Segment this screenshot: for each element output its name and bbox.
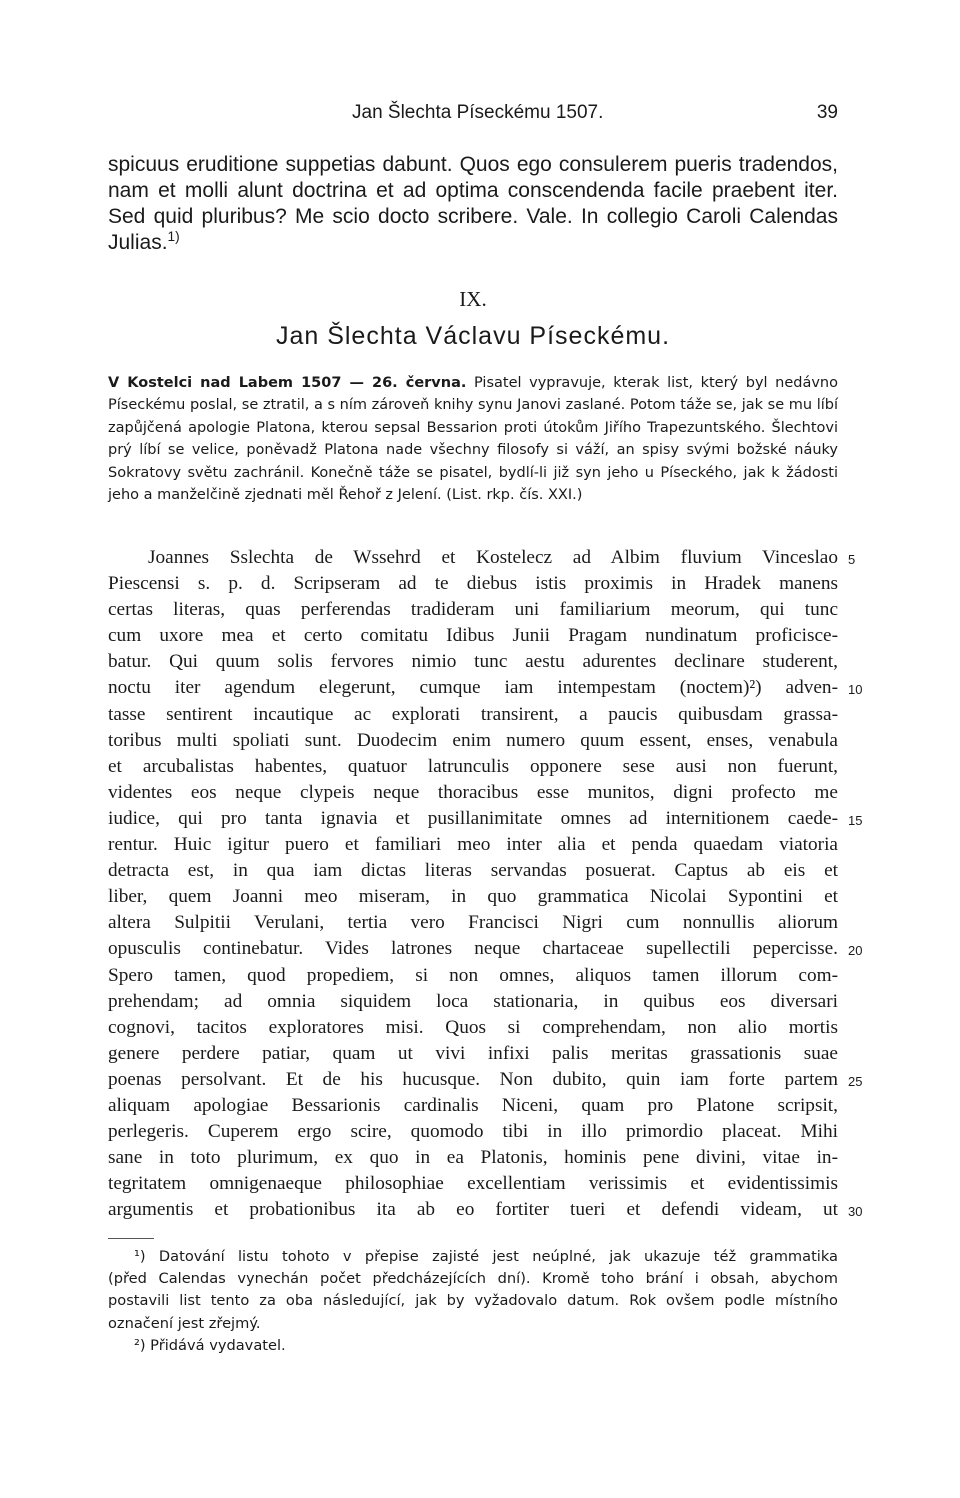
letter-line-text: aliquam apologiae Bessarionis cardinalis Niceni, quam pro Platone scripsit, bbox=[108, 1094, 838, 1116]
letter-line-text: detracta est, in qua iam dictas literas servandas posuerat. Captus ab eis et bbox=[108, 860, 838, 882]
letter-line bbox=[108, 780, 838, 806]
footnotes bbox=[108, 1246, 838, 1357]
letter-line-text: perlegeris. Cuperem ergo scire, quomodo tibi in illo primordio placeat. Mihi bbox=[108, 1121, 838, 1143]
letter-line-text: certas literas, quas perferendas tradideram uni familiarium meorum, qui tunc bbox=[108, 599, 838, 621]
footnote-line: označení jest zřejmý. bbox=[108, 1314, 261, 1332]
letter-line bbox=[108, 545, 856, 571]
letter-line bbox=[108, 597, 838, 623]
continuation-text: spicuus eruditione suppetias dabunt. Quos ego consulerem pueris tradendos, nam et molli alunt doctrina et ad optima conscendenda facile praebent iter. Sed quid pluribus? Me scio docto scribere. Vale. In collegio Caroli Calendas Julias. bbox=[108, 153, 838, 254]
letter-line-text: iudice, qui pro tanta ignavia et pusillanimitate omnes ad internitionem caede- bbox=[108, 807, 838, 829]
letter-line bbox=[108, 702, 838, 728]
letter-line-text: altera Sulpitii Verulani, tertia vero Francisci Nigri cum nonnullis aliorum bbox=[108, 912, 838, 934]
letter-line bbox=[108, 649, 838, 675]
letter-line-text: prehendam; ad omnia siquidem loca stationaria, in quibus eos diversari bbox=[108, 990, 838, 1012]
letter-line bbox=[108, 1197, 863, 1223]
regest-summary bbox=[108, 372, 838, 506]
letter-line-text: Joannes Sslechta de Wssehrd et Kostelecz ad Albim fluvium Vinceslao bbox=[148, 547, 838, 568]
regest-place-date: V Kostelci nad Labem 1507 — 26. června. bbox=[108, 375, 467, 391]
letter-line-text: tegritatem omnigenaeque philosophiae excellentiam verissimis et evidentissimis bbox=[108, 1173, 838, 1195]
regest-tail: Konečně táže se pisatel, bydlí-li již syn jeho u Píseckého, jak k žádosti jeho a manželčině zjednati měl Řehoř z Jelení. (List. rkp. čís. XXI.) bbox=[108, 464, 838, 504]
footnote-ref-1: 1) bbox=[167, 229, 180, 244]
letter-line-text: rentur. Huic igitur puero et familiari meo inter alia et penda quaedam viatoria bbox=[108, 834, 838, 856]
letter-line-text: argumentis et probationibus ita ab eo fortiter tueri et defendi videam, ut bbox=[108, 1199, 838, 1221]
letter-line bbox=[108, 623, 838, 649]
line-number: 15 bbox=[848, 812, 863, 828]
letter-line bbox=[108, 728, 838, 754]
letter-line-text: Piescensi s. p. d. Scripseram ad te diebus istis proximis in Hradek manens bbox=[108, 573, 838, 595]
letter-number: IX. bbox=[459, 287, 487, 311]
letter-line bbox=[108, 754, 838, 780]
letter-line bbox=[108, 910, 838, 936]
line-number: 25 bbox=[848, 1073, 863, 1089]
footnote-line: (před Calendas vynechán počet předcházejících dní). Kromě toho brání i obsah, abychom bbox=[108, 1270, 838, 1288]
letter-line-text: liber, quem Joanni meo miseram, in quo grammatica Nicolai Sypontini et bbox=[108, 886, 838, 908]
letter-line-text: toribus multi spoliati sunt. Duodecim enim numero quum essent, enses, venabula bbox=[108, 729, 838, 751]
letter-line-text: cognovi, tacitos exploratores misi. Quos si comprehendam, non alio mortis bbox=[108, 1016, 838, 1038]
letter-line-text: noctu iter agendum elegerunt, cumque iam intempestam (noctem)²) adven- bbox=[108, 677, 838, 699]
line-number: 5 bbox=[848, 552, 856, 567]
regest-text: Pisatel vypravuje, kterak list, který byl nedávno Píseckému poslal, se ztratil, a s ním zároveň knihy synu Janovi zaslané. Potom táže se, jak se mu líbí zapůjčená apologie Platona, kterou sepsal Bessarion proti útokům Jiřího Trapezuntského. Šlechtovi prý líbí se velice, poněvadž Platona nade všechny filosofy si váží, an spisy svými božské náuky Sokratovy světu zachránil. bbox=[108, 375, 838, 481]
footnote-line: postavili list tento za oba následující, jak by vyžadovalo datum. Rok ovšem podle místního bbox=[108, 1292, 838, 1310]
footnote-divider bbox=[108, 1238, 154, 1239]
line-number: 20 bbox=[848, 943, 863, 959]
letter-line bbox=[108, 1171, 838, 1197]
letter-line bbox=[108, 884, 838, 910]
letter-line bbox=[108, 858, 838, 884]
letter-line-text: genere perdere patiar, quam ut vivi infixi palis meritas grassationis suae bbox=[108, 1042, 838, 1064]
letter-line-text: tasse sentirent incautique ac explorati transirent, a paucis quibusdam grassa- bbox=[108, 703, 838, 725]
letter-line-text: cum uxore mea et certo comitatu Idibus Junii Pragam nundinatum proficisce- bbox=[108, 625, 838, 647]
letter-line-text: batur. Qui quum solis fervores nimio tunc aestu adurentes declinare studerent, bbox=[108, 651, 838, 673]
running-head: Jan Šlechta Píseckému 1507. bbox=[352, 102, 604, 123]
letter-line bbox=[108, 571, 838, 597]
letter-body bbox=[108, 545, 863, 1223]
letter-line bbox=[108, 806, 863, 832]
line-number: 30 bbox=[848, 1204, 863, 1220]
footnote-line: ¹) Datování listu tohoto v přepise zajisté jest neúplné, jak ukazuje též grammatika bbox=[134, 1248, 838, 1265]
footnote-line: ²) Přidává vydavatel. bbox=[134, 1336, 286, 1354]
letter-line-text: opusculis continebatur. Vides latrones neque chartaceae supellectili pepercisse. bbox=[108, 938, 838, 960]
letter-line bbox=[108, 1041, 838, 1067]
letter-line bbox=[108, 963, 838, 989]
letter-line-text: Spero tamen, quod propediem, si non omnes, aliquos tamen illorum com- bbox=[108, 964, 838, 986]
letter-title: Jan Šlechta Václavu Píseckému. bbox=[275, 322, 671, 350]
page-number: 39 bbox=[816, 102, 838, 123]
letter-line-text: poenas persolvant. Et de his hucusque. Non dubito, quin iam forte partem bbox=[108, 1068, 838, 1090]
letter-line bbox=[108, 936, 863, 962]
page-header bbox=[108, 102, 838, 130]
letter-line bbox=[108, 1119, 838, 1145]
letter-line-text: videntes eos neque clypeis neque thoracibus esse munitos, digni profecto me bbox=[108, 781, 838, 803]
letter-line-text: sane in toto plurimum, ex quo in ea Platonis, hominis pene divini, vitae in- bbox=[108, 1147, 838, 1169]
letter-line bbox=[108, 832, 838, 858]
line-number: 10 bbox=[848, 682, 863, 698]
letter-line bbox=[108, 1067, 863, 1093]
letter-line bbox=[108, 989, 838, 1015]
letter-line bbox=[108, 1093, 838, 1119]
letter-line bbox=[108, 675, 863, 701]
letter-line bbox=[108, 1145, 838, 1171]
letter-line-text: et arcubalistas habentes, quatuor latrunculis opponere sese ausi non fuerunt, bbox=[108, 755, 838, 777]
continuation-paragraph bbox=[108, 152, 838, 256]
letter-line bbox=[108, 1015, 838, 1041]
